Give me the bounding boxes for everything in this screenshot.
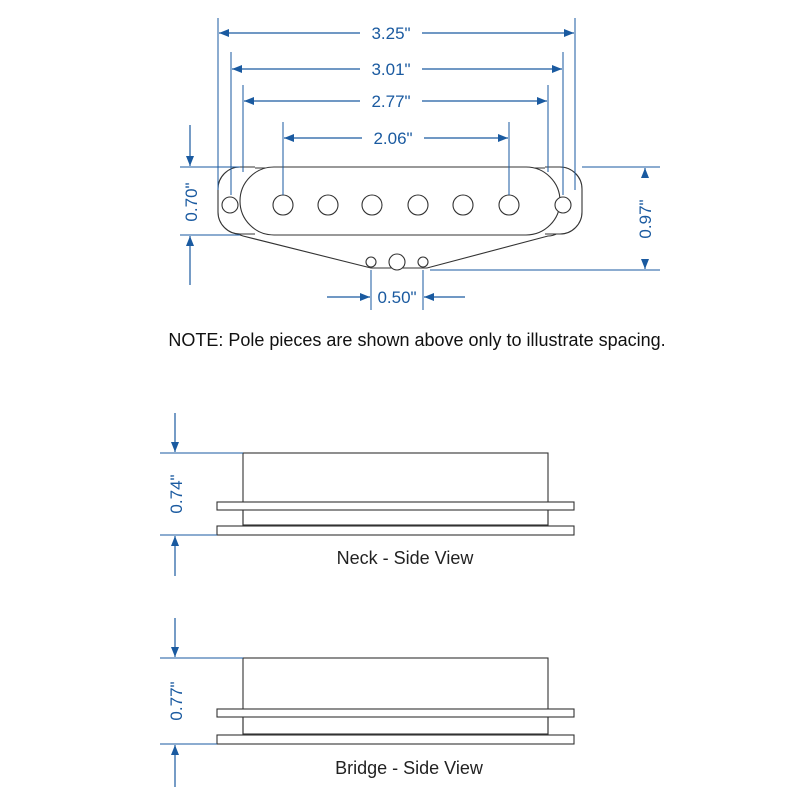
dim-overall-width [219, 24, 574, 43]
dim-cover-width [244, 92, 547, 111]
dim-mount-spacing-label: 3.01" [371, 60, 411, 79]
spacing-note: NOTE: Pole pieces are shown above only to illustrate spacing. [168, 330, 666, 350]
neck-baseplate-flange [217, 502, 574, 510]
dim-bridge-height [167, 618, 186, 787]
pole-piece [362, 195, 382, 215]
dim-total-height [636, 168, 655, 269]
bridge-view-label: Bridge - Side View [335, 758, 483, 778]
eyelet-center [389, 254, 405, 270]
dim-total-height-label: 0.97" [636, 199, 655, 239]
dim-mount-spacing [232, 60, 562, 79]
neck-bottom-plate [217, 526, 574, 535]
mount-hole-right [555, 197, 571, 213]
bridge-side-view [160, 618, 574, 787]
neck-view-label: Neck - Side View [336, 548, 474, 568]
dim-cover-height [182, 125, 201, 285]
dim-cover-height-label: 0.70" [182, 182, 201, 222]
mount-hole-left [222, 197, 238, 213]
bridge-cover [243, 658, 548, 734]
dim-neck-height-label: 0.74" [167, 474, 186, 514]
dim-cover-width-label: 2.77" [371, 92, 411, 111]
pole-piece [499, 195, 519, 215]
pole-piece [318, 195, 338, 215]
dim-overall-width-label: 3.25" [371, 24, 411, 43]
pole-piece [273, 195, 293, 215]
bridge-bottom-plate [217, 735, 574, 744]
neck-cover [243, 453, 548, 525]
top-view [180, 18, 660, 310]
dim-pole-span [284, 129, 508, 148]
dim-eyelet-spacing [327, 288, 465, 307]
bridge-baseplate-flange [217, 709, 574, 717]
neck-side-view [160, 413, 574, 576]
dim-neck-height [167, 413, 186, 576]
eyelet-right [418, 257, 428, 267]
dim-bridge-height-label: 0.77" [167, 681, 186, 721]
dim-eyelet-spacing-label: 0.50" [377, 288, 417, 307]
eyelet-left [366, 257, 376, 267]
pole-piece [408, 195, 428, 215]
dim-pole-span-label: 2.06" [373, 129, 413, 148]
pole-piece [453, 195, 473, 215]
